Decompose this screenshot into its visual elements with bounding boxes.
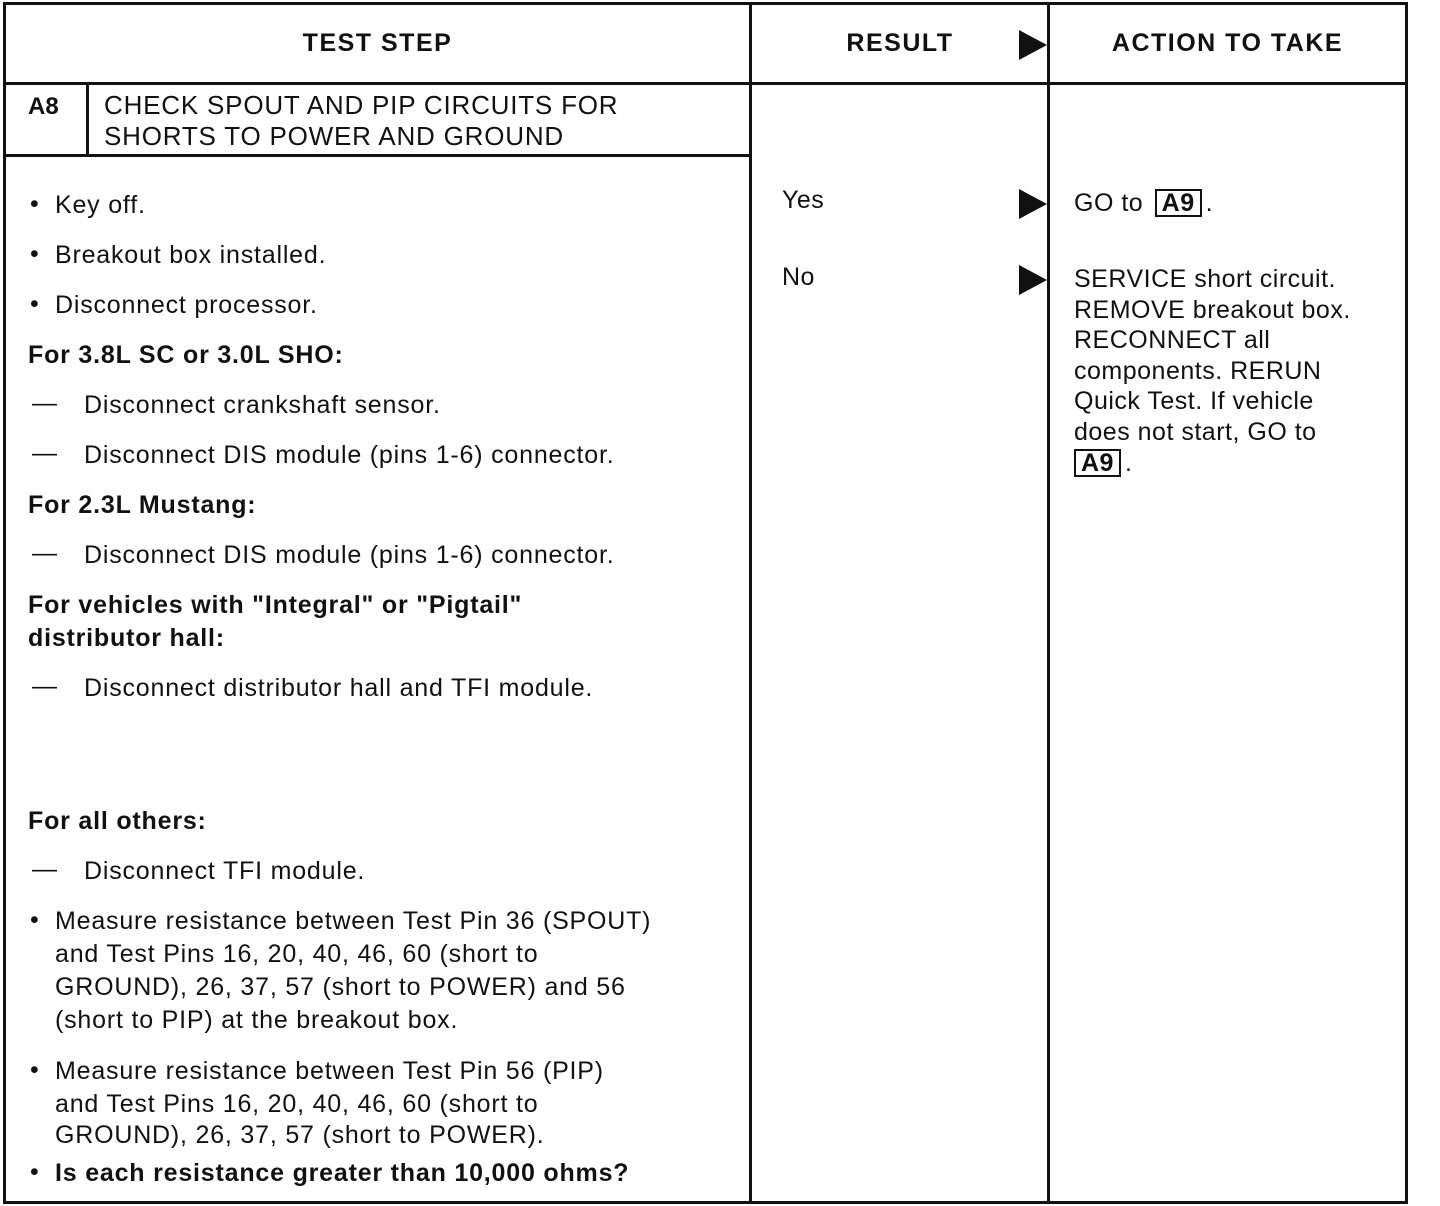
procedure-disconnect-dis-2: Disconnect DIS module (pins 1-6) connector. [84,541,615,569]
step-title: CHECK SPOUT AND PIP CIRCUITS FOR SHORTS TO POWER AND GROUND [104,90,619,151]
procedure-measure-spout-line: GROUND), 26, 37, 57 (short to POWER) and 56 [55,973,626,1001]
step-id-divider [86,84,89,155]
step-id: A8 [28,93,59,120]
procedure-measure-spout-line: Measure resistance between Test Pin 36 (SPOUT) [55,907,652,935]
column-divider-1 [749,2,752,1204]
dash-icon: — [32,672,57,700]
procedure-measure-pip-line: Measure resistance between Test Pin 56 (PIP) [55,1057,604,1085]
action-no-suffix: . [1124,448,1133,477]
header-arrow-icon [1019,30,1047,60]
procedure-heading-all-others: For all others: [28,807,207,835]
step-title-underline [3,154,752,157]
procedure-measure-spout-line: (short to PIP) at the breakout box. [55,1006,459,1034]
dash-icon: — [32,539,57,567]
action-no [1074,264,1394,478]
action-no-line: does not start, GO to [1074,417,1317,446]
action-no-line: REMOVE breakout box. [1074,295,1351,324]
header-result: RESULT [846,28,954,57]
procedure-heading-38-30: For 3.8L SC or 3.0L SHO: [28,341,344,369]
procedure-question: Is each resistance greater than 10,000 ohms? [55,1159,630,1187]
procedure-heading-23: For 2.3L Mustang: [28,491,257,519]
dash-icon: — [32,389,57,417]
bullet-icon: • [30,1056,39,1084]
procedure-breakout-installed: Breakout box installed. [55,241,327,269]
procedure-disconnect-processor: Disconnect processor. [55,291,318,319]
action-yes-ref-box: A9 [1155,189,1202,217]
header-action: ACTION TO TAKE [1111,28,1344,57]
procedure-heading-integral-cont: distributor hall: [28,624,225,652]
column-divider-2 [1047,2,1050,1204]
procedure-disconnect-hall-tfi: Disconnect distributor hall and TFI module. [84,674,594,702]
action-yes-prefix: GO to [1074,189,1144,217]
action-yes-suffix: . [1205,189,1214,217]
dash-icon: — [32,439,57,467]
header-test-step: TEST STEP [302,28,453,57]
bullet-icon: • [30,290,39,318]
procedure-disconnect-crank: Disconnect crankshaft sensor. [84,391,441,419]
action-no-ref-box: A9 [1074,449,1121,477]
result-no: No [782,263,815,291]
bullet-icon: • [30,1158,39,1186]
result-yes: Yes [782,186,825,214]
procedure-heading-integral: For vehicles with "Integral" or "Pigtail" [28,591,523,619]
procedure-measure-spout-line: and Test Pins 16, 20, 40, 46, 60 (short to [55,940,539,968]
procedure-disconnect-tfi: Disconnect TFI module. [84,857,366,885]
result-yes-arrow-icon [1019,189,1047,219]
result-no-arrow-icon [1019,265,1047,295]
action-yes [1074,188,1394,219]
procedure-measure-pip-line: and Test Pins 16, 20, 40, 46, 60 (short to [55,1090,539,1118]
bullet-icon: • [30,190,39,218]
procedure-measure-pip-line: GROUND), 26, 37, 57 (short to POWER). [55,1121,545,1149]
action-no-line: Quick Test. If vehicle [1074,387,1314,416]
action-no-line: RECONNECT all [1074,326,1271,355]
dash-icon: — [32,855,57,883]
table-border-bottom [3,1201,1408,1204]
table-border-left [3,2,6,1204]
action-no-ref-line [1074,448,1394,479]
bullet-icon: • [30,240,39,268]
procedure-disconnect-dis-1: Disconnect DIS module (pins 1-6) connector. [84,441,615,469]
procedure-key-off: Key off. [55,191,146,219]
action-no-line: SERVICE short circuit. [1074,265,1337,293]
table-border-right [1405,2,1408,1204]
bullet-icon: • [30,906,39,934]
action-no-line: components. RERUN [1074,356,1322,385]
